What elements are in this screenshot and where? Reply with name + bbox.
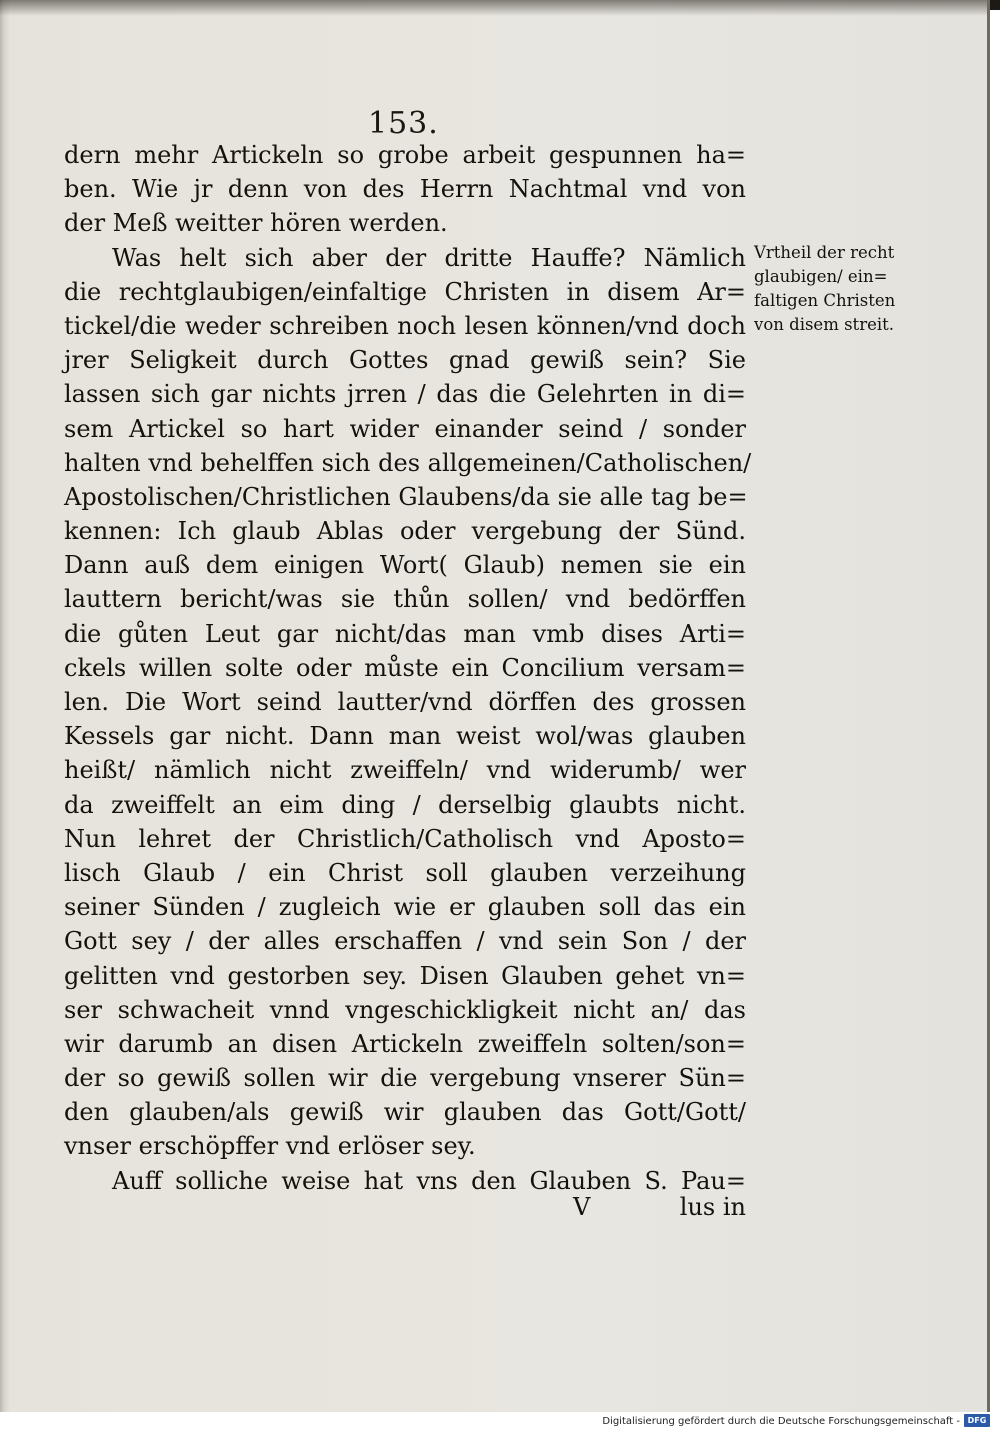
text-line: sem Artickel so hart wider einander seind / sonder <box>64 414 746 443</box>
text-line: Kessels gar nicht. Dann man weist wol/was glauben <box>64 722 746 751</box>
text-line: ser schwacheit vnnd vngeschickligkeit nicht an/ das <box>64 995 746 1024</box>
text-line: jrer Seligkeit durch Gottes gnad gewiß sein? Sie <box>64 346 746 375</box>
text-line: len. Die Wort seind lautter/vnd dörffen des grossen <box>64 688 746 716</box>
footer-credit: Digitalisierung gefördert durch die Deutsche Forschungsgemeinschaft - <box>602 1416 960 1427</box>
text-line: Auff solliche weise hat vns den Glauben S. Pau= <box>112 1166 746 1195</box>
marginal-note-line: Vrtheil der recht <box>754 243 895 262</box>
catchword: lus in <box>679 1193 746 1221</box>
text-line: gelitten vnd gestorben sey. Disen Glauben gehet vn= <box>64 961 746 990</box>
marginal-note <box>754 241 924 337</box>
marginal-note-line: glaubigen/ ein= <box>754 267 888 286</box>
text-line: die rechtglaubigen/einfaltige Christen in disem Ar= <box>64 277 746 306</box>
text-line: die gůten Leut gar nicht/das man vmb dises Arti= <box>64 619 746 648</box>
text-line: wir darumb an disen Artickeln zweiffeln solten/son= <box>64 1029 746 1058</box>
text-line: Apostolischen/Christlichen Glaubens/da sie alle tag be= <box>64 482 748 511</box>
text-line: Gott sey / der alles erschaffen / vnd sein Son / der <box>64 927 746 956</box>
text-line: seiner Sünden / zugleich wie er glauben soll das ein <box>64 893 746 922</box>
text-line: vnser erschöpffer vnd erlöser sey. <box>64 1132 476 1161</box>
text-line: heißt/ nämlich nicht zweiffeln/ vnd widerumb/ wer <box>64 756 746 785</box>
page-shadow <box>0 0 987 16</box>
text-line: dern mehr Artickeln so grobe arbeit gespunnen ha= <box>64 141 746 169</box>
text-line: kennen: Ich glaub Ablas oder vergebung der Sünd. <box>64 517 746 546</box>
text-line: lassen sich gar nichts jrren / das die Gelehrten in di= <box>64 380 746 409</box>
text-line: lauttern bericht/was sie thůn sollen/ vnd bedörffen <box>64 585 746 614</box>
marginal-note-line: faltigen Christen <box>754 291 896 310</box>
text-line: den glauben/als gewiß wir glauben das Gott/Gott/ <box>64 1098 746 1127</box>
catchword-line <box>64 1190 746 1224</box>
signature-mark: V <box>573 1193 591 1221</box>
text-line: Nun lehret der Christlich/Catholisch vnd Aposto= <box>64 824 746 853</box>
text-line: halten vnd behelffen sich des allgemeinen/Catholischen/ <box>64 448 752 477</box>
text-line: lisch Glaub / ein Christ soll glauben verzeihung <box>64 858 746 887</box>
main-text-block <box>64 138 752 1198</box>
text-line: Was helt sich aber der dritte Hauffe? Nämlich <box>112 243 746 272</box>
text-line: der Meß weitter hören werden. <box>64 209 448 238</box>
text-line: der so gewiß sollen wir die vergebung vnserer Sün= <box>64 1064 746 1093</box>
marginal-note-line: von disem streit. <box>754 315 894 334</box>
text-line: ckels willen solte oder můste ein Concilium versam= <box>64 653 746 682</box>
text-line: tickel/die weder schreiben noch lesen können/vnd doch <box>64 311 746 340</box>
page-number: 153. <box>368 106 439 141</box>
text-line: ben. Wie jr denn von des Herrn Nachtmal vnd von <box>64 175 746 204</box>
text-line: Dann auß dem einigen Wort( Glaub) nemen sie ein <box>64 551 746 580</box>
dfg-logo[interactable]: DFG <box>964 1414 990 1427</box>
text-line: da zweiffelt an eim ding / derselbig glaubts nicht. <box>64 790 746 819</box>
